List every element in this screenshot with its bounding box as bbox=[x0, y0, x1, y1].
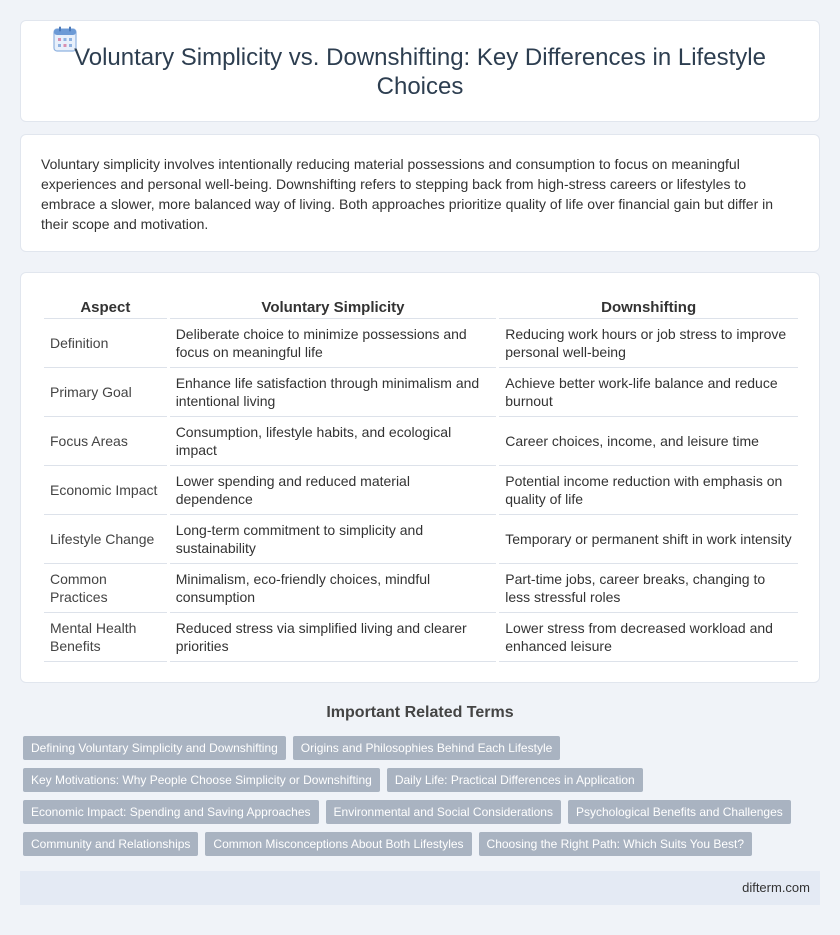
downshifting-cell: Achieve better work-life balance and reduce burnout bbox=[499, 368, 798, 417]
downshifting-cell: Part-time jobs, career breaks, changing to less stressful roles bbox=[499, 564, 798, 613]
related-term-link[interactable]: Choosing the Right Path: Which Suits You Best? bbox=[479, 832, 753, 856]
downshifting-cell: Reducing work hours or job stress to improve personal well-being bbox=[499, 319, 798, 368]
related-terms-heading: Important Related Terms bbox=[326, 704, 514, 721]
page-title: Voluntary Simplicity vs. Downshifting: Key Differences in Lifestyle Choices bbox=[74, 44, 766, 100]
table-row bbox=[44, 564, 798, 613]
tag-row bbox=[23, 736, 803, 760]
aspect-cell: Focus Areas bbox=[44, 417, 167, 466]
related-term-link[interactable]: Key Motivations: Why People Choose Simplicity or Downshifting bbox=[23, 768, 380, 792]
related-term-link[interactable]: Community and Relationships bbox=[23, 832, 198, 856]
tag-row bbox=[23, 832, 803, 856]
voluntary-simplicity-cell: Lower spending and reduced material dependence bbox=[170, 466, 497, 515]
column-header: Voluntary Simplicity bbox=[170, 295, 497, 319]
voluntary-simplicity-cell: Enhance life satisfaction through minimalism and intentional living bbox=[170, 368, 497, 417]
voluntary-simplicity-cell: Consumption, lifestyle habits, and ecological impact bbox=[170, 417, 497, 466]
table-header-row bbox=[44, 295, 798, 319]
intro-card bbox=[20, 134, 820, 252]
voluntary-simplicity-cell: Long-term commitment to simplicity and sustainability bbox=[170, 515, 497, 564]
table-row bbox=[44, 319, 798, 368]
aspect-cell: Mental Health Benefits bbox=[44, 613, 167, 662]
downshifting-cell: Potential income reduction with emphasis on quality of life bbox=[499, 466, 798, 515]
related-term-link[interactable]: Environmental and Social Considerations bbox=[326, 800, 561, 824]
comparison-table bbox=[41, 295, 801, 662]
title-card bbox=[20, 20, 820, 122]
aspect-cell: Economic Impact bbox=[44, 466, 167, 515]
related-term-link[interactable]: Defining Voluntary Simplicity and Downshifting bbox=[23, 736, 286, 760]
related-terms-list bbox=[23, 736, 803, 864]
site-link[interactable]: difterm.com bbox=[742, 880, 810, 895]
table-row bbox=[44, 466, 798, 515]
voluntary-simplicity-cell: Reduced stress via simplified living and clearer priorities bbox=[170, 613, 497, 662]
related-term-link[interactable]: Origins and Philosophies Behind Each Lifestyle bbox=[293, 736, 560, 760]
downshifting-cell: Temporary or permanent shift in work intensity bbox=[499, 515, 798, 564]
related-term-link[interactable]: Psychological Benefits and Challenges bbox=[568, 800, 791, 824]
table-row bbox=[44, 515, 798, 564]
related-term-link[interactable]: Economic Impact: Spending and Saving Approaches bbox=[23, 800, 319, 824]
voluntary-simplicity-cell: Minimalism, eco-friendly choices, mindful consumption bbox=[170, 564, 497, 613]
table-row bbox=[44, 417, 798, 466]
downshifting-cell: Lower stress from decreased workload and enhanced leisure bbox=[499, 613, 798, 662]
tag-row bbox=[23, 800, 803, 824]
related-term-link[interactable]: Daily Life: Practical Differences in Application bbox=[387, 768, 643, 792]
column-header: Aspect bbox=[44, 295, 167, 319]
footer bbox=[20, 871, 820, 905]
aspect-cell: Definition bbox=[44, 319, 167, 368]
column-header: Downshifting bbox=[499, 295, 798, 319]
tag-row bbox=[23, 768, 803, 792]
voluntary-simplicity-cell: Deliberate choice to minimize possessions and focus on meaningful life bbox=[170, 319, 497, 368]
aspect-cell: Common Practices bbox=[44, 564, 167, 613]
downshifting-cell: Career choices, income, and leisure time bbox=[499, 417, 798, 466]
table-row bbox=[44, 613, 798, 662]
comparison-table-card bbox=[20, 272, 820, 683]
aspect-cell: Lifestyle Change bbox=[44, 515, 167, 564]
related-term-link[interactable]: Common Misconceptions About Both Lifestyles bbox=[205, 832, 471, 856]
aspect-cell: Primary Goal bbox=[44, 368, 167, 417]
table-row bbox=[44, 368, 798, 417]
intro-paragraph: Voluntary simplicity involves intentionally reducing material possessions and consumption to focus on meaningful experiences and personal well-being. Downshifting refers to stepping back from high-stress careers or lifestyles to embrace a slower, more balanced way of living. Both approaches prioritize quality of life over financial gain but differ in their scope and motivation. bbox=[41, 156, 774, 232]
